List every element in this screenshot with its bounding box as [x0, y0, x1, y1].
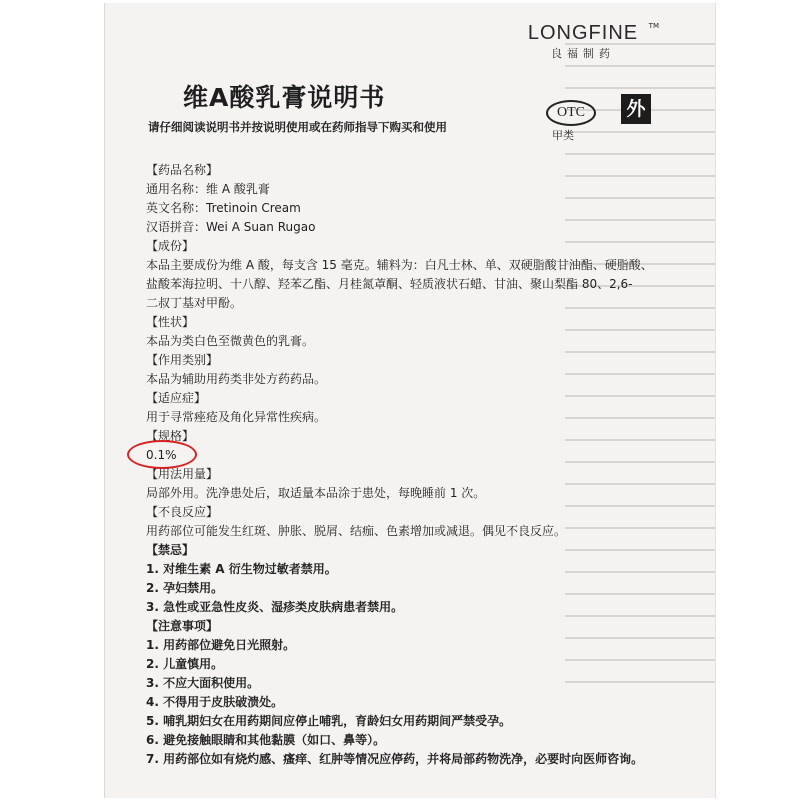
- leaflet-line: 局部外用。洗净患处后，取适量本品涂于患处，每晚睡前 1 次。: [146, 486, 486, 500]
- leaflet-line: 3. 急性或亚急性皮炎、湿疹类皮肤病患者禁用。: [146, 600, 404, 614]
- leaflet-line: 【用法用量】: [146, 467, 219, 481]
- leaflet-line: 汉语拼音：Wei A Suan Rugao: [146, 220, 316, 234]
- brand-name-en: LONGFINE: [527, 22, 639, 44]
- leaflet-line: 本品主要成份为维 A 酸，每支含 15 毫克。辅料为：白凡士林、单、双硬脂酸甘油酯、硬脂酸、: [146, 258, 653, 272]
- leaflet-line: 【不良反应】: [146, 505, 219, 519]
- leaflet-line: 【成份】: [146, 239, 195, 253]
- brand-trademark: TM: [648, 22, 659, 30]
- leaflet-line: 3. 不应大面积使用。: [146, 676, 260, 690]
- leaflet-line: 【注意事项】: [146, 619, 219, 633]
- leaflet-line: 1. 用药部位避免日光照射。: [146, 638, 296, 652]
- leaflet-line: 二叔丁基对甲酚。: [146, 296, 243, 310]
- leaflet-line: 1. 对维生素 A 衍生物过敏者禁用。: [146, 562, 337, 576]
- leaflet-line: 4. 不得用于皮肤破溃处。: [146, 695, 284, 709]
- leaflet-line: 本品为类白色至微黄色的乳膏。: [146, 334, 315, 348]
- leaflet-line: 通用名称：维 A 酸乳膏: [146, 182, 270, 196]
- leaflet-content: [146, 161, 666, 769]
- otc-badge: OTC: [546, 100, 596, 126]
- brand-name-cn: 良福制药: [551, 47, 615, 60]
- leaflet-line: 用于寻常痤疮及角化异常性疾病。: [146, 410, 327, 424]
- leaflet-line: 用药部位可能发生红斑、肿胀、脱屑、结痂、色素增加或减退。偶见不良反应。: [146, 524, 567, 538]
- document-subtitle: 请仔细阅读说明书并按说明使用或在药师指导下购买和使用: [148, 120, 447, 134]
- leaflet-line: 【适应症】: [146, 391, 207, 405]
- leaflet-line: 【作用类别】: [146, 353, 219, 367]
- leaflet-line: 【药品名称】: [146, 163, 219, 177]
- otc-class-label: 甲类: [552, 129, 574, 142]
- leaflet-line: 【性状】: [146, 315, 195, 329]
- spec-highlight-circle: [127, 440, 197, 469]
- leaflet-line: 盐酸苯海拉明、十八醇、羟苯乙酯、月桂氮䓬酮、轻质液状石蜡、甘油、聚山梨酯 80、2,6-: [146, 277, 633, 291]
- document-title: 维A酸乳膏说明书: [183, 83, 386, 112]
- external-use-badge: 外: [621, 94, 651, 124]
- leaflet-line: 本品为辅助用药类非处方药药品。: [146, 372, 327, 386]
- leaflet-line: 英文名称：Tretinoin Cream: [146, 201, 301, 215]
- leaflet-line: 5. 哺乳期妇女在用药期间应停止哺乳，育龄妇女用药期间严禁受孕。: [146, 714, 512, 728]
- brand-logo: [513, 22, 659, 61]
- leaflet-line: 7. 用药部位如有烧灼感、瘙痒、红肿等情况应停药，并将局部药物洗净，必要时向医师咨询。: [146, 752, 644, 766]
- leaflet-line: 0.1%: [146, 448, 177, 462]
- leaflet-line: 2. 孕妇禁用。: [146, 581, 224, 595]
- leaflet-line: 2. 儿童慎用。: [146, 657, 224, 671]
- leaflet-line: 【规格】: [146, 429, 195, 443]
- leaflet-line: 6. 避免接触眼睛和其他黏膜（如口、鼻等）。: [146, 733, 386, 747]
- leaflet-line: 【禁忌】: [146, 543, 195, 557]
